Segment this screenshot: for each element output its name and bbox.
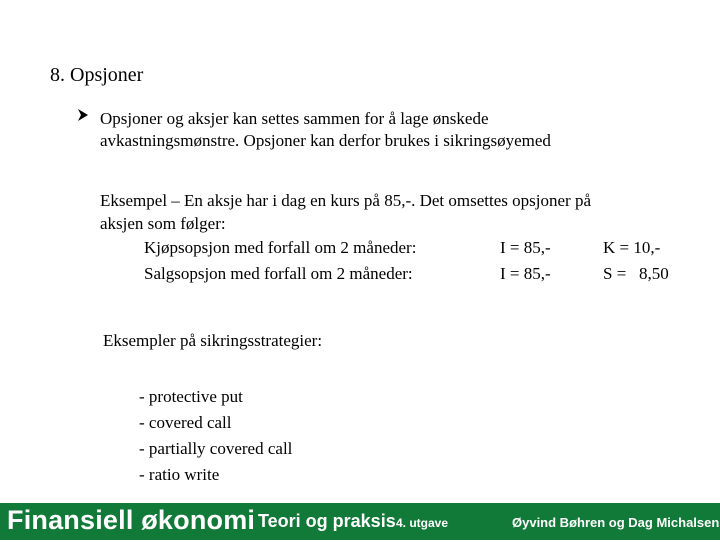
example-line-1-rest: – En aksje har i dag en kurs på 85,-. Det omsettes opsjoner på <box>167 191 591 210</box>
call-option-price: K = 10,- <box>603 238 661 257</box>
call-option-strike: I = 85,- <box>500 238 551 257</box>
strategies-list <box>139 384 292 488</box>
example-line-2: aksjen som følger: <box>100 214 226 233</box>
footer-authors: Øyvind Bøhren og Dag Michalsen <box>512 515 720 530</box>
bullet-line-1: Opsjoner og aksjer kan settes sammen for å lage ønskede <box>100 109 489 128</box>
footer-edition: 4. utgave <box>396 516 449 530</box>
strategy-item: - ratio write <box>139 465 220 484</box>
bullet-line-2: avkastningsmønstre. Opsjoner kan derfor brukes i sikringsøyemed <box>100 131 551 150</box>
footer-brand: Finansiell økonomi <box>7 505 256 535</box>
call-option-name: Kjøpsopsjon med forfall om 2 måneder: <box>144 238 417 257</box>
put-option-price: S = 8,50 <box>603 264 669 283</box>
put-option-strike: I = 85,- <box>500 264 551 283</box>
example-label: Eksempel <box>100 191 168 210</box>
slide-title: 8. Opsjoner <box>50 64 144 86</box>
strategy-item: - covered call <box>139 413 232 432</box>
arrow-bullet-icon <box>76 108 90 127</box>
footer-subtitle: Teori og praksis <box>258 511 396 531</box>
example-line-1 <box>100 191 591 211</box>
footer-banner <box>0 503 720 540</box>
put-option-name: Salgsopsjon med forfall om 2 måneder: <box>144 264 413 283</box>
strategy-item: - partially covered call <box>139 439 293 458</box>
bullet-text <box>100 108 551 152</box>
strategy-item: - protective put <box>139 387 243 406</box>
strategies-title: Eksempler på sikringsstrategier: <box>103 331 323 350</box>
